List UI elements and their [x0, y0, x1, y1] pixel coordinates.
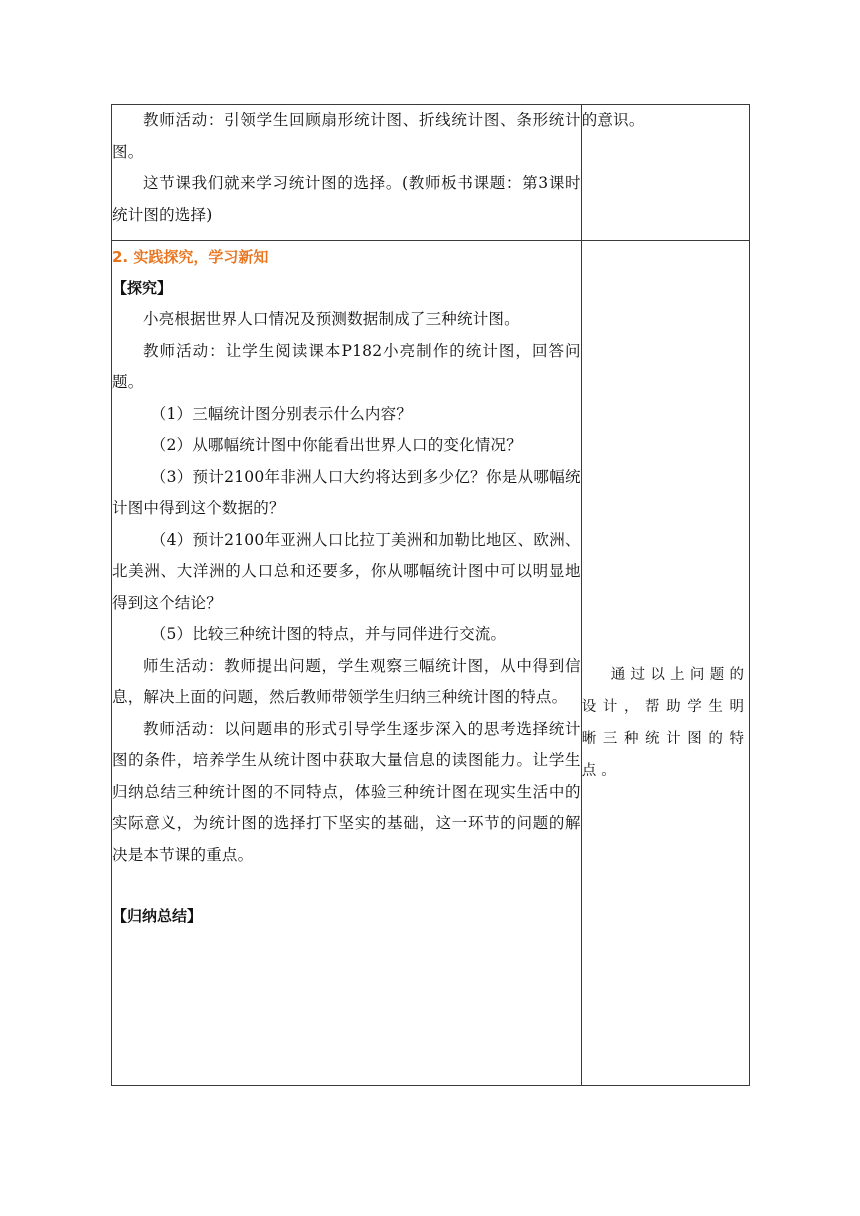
- question-item: （5）比较三种统计图的特点，并与同伴进行交流。: [150, 625, 507, 643]
- spacer: [112, 871, 581, 901]
- design-intent-cell: [581, 105, 749, 241]
- activity-cell: [112, 241, 582, 1086]
- design-intent-text: 通过以上问题的设计，帮助学生明晰三种统计图的特点。: [581, 667, 749, 779]
- paragraph: 教师活动：引领学生回顾扇形统计图、折线统计图、条形统计图。: [112, 111, 581, 161]
- table-row: [112, 241, 750, 1086]
- activity-cell: [112, 105, 582, 241]
- table-row: [112, 105, 750, 241]
- summary-label: 【归纳总结】: [112, 907, 203, 925]
- question-item: （2）从哪幅统计图中你能看出世界人口的变化情况？: [150, 436, 522, 454]
- question-item: （1）三幅统计图分别表示什么内容？: [150, 404, 413, 423]
- paragraph: 教师活动：让学生阅读课本P182小亮制作的统计图，回答问题。: [112, 341, 581, 391]
- paragraph: 这节课我们就来学习统计图的选择。(教师板书课题：第3课时 统计图的选择): [112, 174, 581, 224]
- lesson-plan-table: [111, 104, 750, 1086]
- section-title: 2. 实践探究，学习新知: [112, 248, 269, 266]
- design-intent-text: 的意识。: [581, 111, 645, 129]
- question-item: （3）预计2100年非洲人口大约将达到多少亿？你是从哪幅统计图中得到这个数据的？: [112, 467, 581, 517]
- paragraph: 教师活动：以问题串的形式引导学生逐步深入的思考选择统计图的条件，培养学生从统计图中获取大量信息的读图能力。让学生归纳总结三种统计图的不同特点，体验三种统计图在现实生活中的实际意义，为统计图的选择打下坚实的基础，这一环节的问题的解决是本节课的重点。: [112, 719, 581, 864]
- paragraph: 小亮根据世界人口情况及预测数据制成了三种统计图。: [143, 310, 520, 328]
- paragraph: 师生活动：教师提出问题，学生观察三幅统计图，从中得到信息，解决上面的问题，然后教师带领学生归纳三种统计图的特点。: [112, 656, 581, 706]
- design-intent-cell: [581, 241, 749, 1086]
- question-item: （4）预计2100年亚洲人口比拉丁美洲和加勒比地区、欧洲、北美洲、大洋洲的人口总和还要多，你从哪幅统计图中可以明显地得到这个结论？: [112, 530, 581, 612]
- explore-label: 【探究】: [112, 279, 173, 297]
